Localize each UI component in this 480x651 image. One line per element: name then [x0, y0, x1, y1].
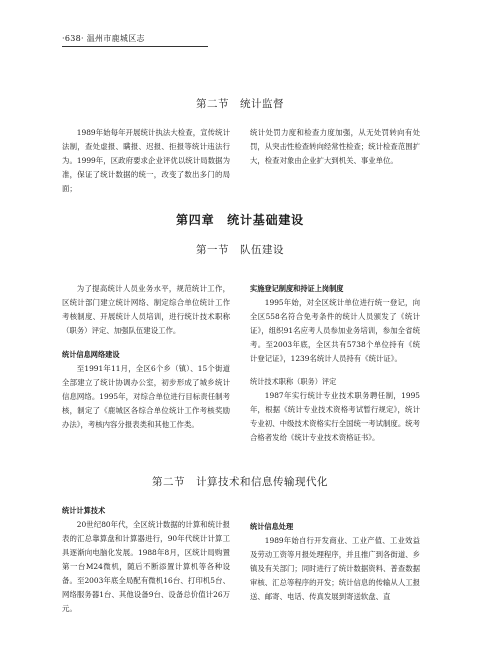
tech-left-column [62, 504, 230, 616]
information-processing-paragraph: 1989年始自行开发商业、工业产值、工业效益及劳动工资等月报处理程序，并且推广到各街道、乡镇及有关部门；同时进行了统计数据资料、普查数据审核、汇总等程序的开发；统计信息的传输从人工报送、邮寄、电话、传真发展到寄送软盘、直 [250, 536, 420, 601]
subheading-computing-technology: 统计计算技术 [62, 506, 106, 515]
subheading-information-processing: 统计信息处理 [250, 522, 294, 531]
registration-paragraph: 1995年始，对全区统计单位进行统一登记，向全区558名符合免考条件的统计人员颁发了《统计证》，组织91名应考人员参加业务培训，参加全省统考。至2003年底，全区共有5738个单位持有《统计登记证》，1239名统计人员持有《统计证》。 [250, 298, 420, 363]
section-title-computing-technology: 第二节 计算技术和信息传输现代化 [152, 476, 328, 488]
team-intro-paragraph: 为了提高统计人员业务水平，规范统计工作，区统计部门建立统计网络、制定综合单位统计工作考核制度、开展统计人员培训，进行统计技术职称（职务）评定、加强队伍建设工作。 [62, 284, 230, 335]
section-title-team-building: 第一节 队伍建设 [196, 244, 284, 256]
technical-title-paragraph: 1987年实行统计专业技术职务聘任制，1995年，根据《统计专业技术资格考试暂行规定》，统计专业初、中级技术资格实行全国统一考试制度。统考合格者发给《统计专业技术资格证书》。 [250, 391, 420, 442]
supervision-right-paragraph: 统计处罚力度和检查力度加强，从无处罚转向有处罚，从突击性检查转向经常性检查；统计检查范围扩大，检查对象由企业扩大到机关、事业单位。 [250, 128, 420, 165]
subheading-statistical-network: 统计信息网络建设 [62, 350, 120, 359]
header-rule [62, 46, 208, 47]
team-right-column [250, 282, 420, 445]
supervision-left-column [62, 126, 230, 196]
running-head: ·638· 温州市鹿城区志 [62, 34, 145, 43]
statistical-network-paragraph: 至1991年11月，全区6个乡（镇）、15个街道全部建立了统计协调办公室，初步形成了城乡统计信息网络。1995年，对综合单位进行目标责任制考核，制定了《鹿城区各综合单位统计工作考核奖励办法》，考核内容分报表类和其他工作类。 [62, 364, 230, 429]
chapter-title: 第四章 统计基础建设 [175, 213, 304, 227]
section-title-statistical-supervision: 第二节 统计监督 [196, 98, 284, 110]
subheading-registration-system: 实施登记制度和持证上岗制度 [250, 284, 344, 293]
supervision-left-paragraph: 1989年始每年开展统计执法大检查，宣传统计法制，查处虚报、瞒报、迟报、拒报等统计违法行为。1999年，区政府要求企业评优以统计局数据为准，保证了统计数据的统一，改变了数出多门的局面； [62, 128, 230, 193]
team-left-column [62, 282, 230, 432]
tech-right-column [250, 520, 420, 604]
computing-technology-paragraph: 20世纪80年代，全区统计数据的计算和统计报表的汇总靠算盘和计算器进行，90年代统计计算工具逐渐向电脑化发展。1988年8月，区统计局购置第一台M24微机，随后不断添置计算机等各种设备。至2003年底全局配有微机16台、打印机5台、网络服务器1台、其他设备9台、设备总价值计26万元。 [62, 520, 230, 613]
subheading-technical-title: 统计技术职称（职务）评定 [250, 377, 337, 386]
supervision-right-column [250, 126, 420, 168]
